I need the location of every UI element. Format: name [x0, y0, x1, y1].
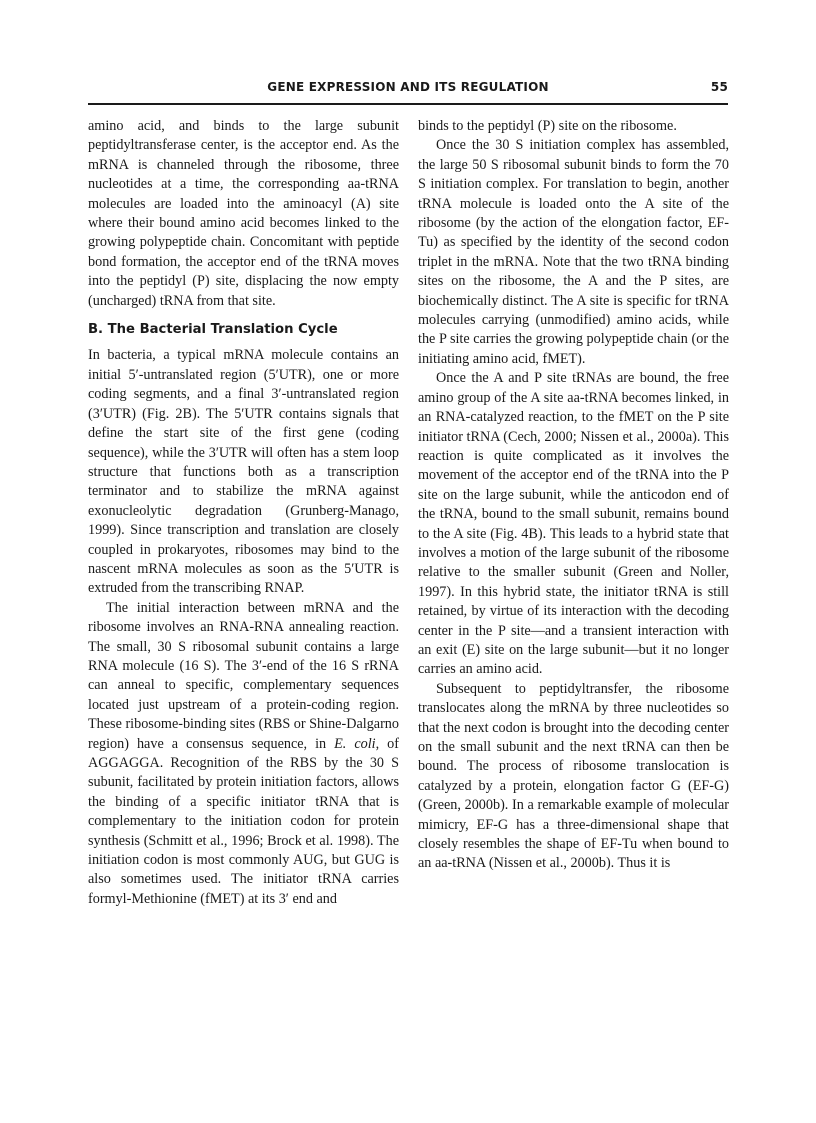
right-column — [418, 117, 729, 874]
left-paragraph-3-part-2: , of AGGAGGA. Recognition of the RBS by the 30 S subunit, facilitated by protein initiation factors, allows the binding of a specific initiator tRNA that is complementary to the initiation codon for protein synthesis (Schmitt et al., 1996; Brock et al. 1998). The initiation codon is most commonly AUG, but GUG is also sometimes used. The initiator tRNA carries formyl-Methionine (fMET) at its 3′ end and — [88, 735, 399, 907]
left-paragraph-2: In bacteria, a typical mRNA molecule contains an initial 5′-untranslated region (5′UTR), one or more coding segments, and a final 3′-untranslated region (3′UTR) (Fig. 2B). The 5′UTR contains signals that define the start site of the first gene (coding sequence), while the 3′UTR will often has a stem loop structure that functions both as a transcription terminator and to stabilize the mRNA against exonucleolytic degradation (Grunberg-Manago, 1999). Since transcription and translation are closely coupled in prokaryotes, ribosomes may bind to the nascent mRNA molecules as soon as the 5′UTR is extruded from the transcribing RNAP. — [88, 347, 399, 597]
left-paragraph-3 — [88, 599, 399, 910]
left-paragraph-1: amino acid, and binds to the large subunit peptidyltransferase center, is the acceptor end. As the mRNA is channeled through the ribosome, three nucleotides at a time, the corresponding aa-tRNA molecules are loaded into the aminoacyl (A) site where their bound amino acid becomes linked to the growing polypeptide chain. Concomitant with peptide bond formation, the acceptor end of the tRNA moves into the peptidyl (P) site, displacing the now empty (uncharged) tRNA from that site. — [88, 118, 399, 309]
running-title: GENE EXPRESSION AND ITS REGULATION — [267, 80, 549, 94]
section-heading: B. The Bacterial Translation Cycle — [88, 322, 338, 338]
right-paragraph-4: Subsequent to peptidyltransfer, the ribosome translocates along the mRNA by three nucleotides so that the next codon is brought into the decoding center on the small subunit and the next tRNA can then be bound. The process of ribosome translocation is catalyzed by a protein, elongation factor G (EF-G) (Green, 2000b). In a remarkable example of molecular mimicry, EF-G has a three-dimensional shape that closely resembles the shape of EF-Tu when bound to an aa-tRNA (Nissen et al., 2000b). Thus it is — [418, 680, 729, 872]
right-paragraph-1: binds to the peptidyl (P) site on the ribosome. — [418, 118, 677, 134]
right-paragraph-2: Once the 30 S initiation complex has assembled, the large 50 S ribosomal subunit binds to form the 70 S initiation complex. For translation to begin, another tRNA molecule is loaded onto the A site of the ribosome (by the action of the elongation factor, EF-Tu) as specified by the identity of the second codon triplet in the mRNA. Note that the two tRNA binding sites on the ribosome, the A and the P sites, are biochemically distinct. The A site is specific for tRNA molecules carrying (unmodified) amino acids, while the P site carries the growing polypeptide chain (or the initiating amino acid, fMET). — [418, 137, 729, 367]
header-rule — [88, 103, 728, 105]
left-paragraph-3-part-1: The initial interaction between mRNA and the ribosome involves an RNA-RNA annealing reaction. The small, 30 S ribosomal subunit contains a large RNA molecule (16 S). The 3′-end of the 16 S rRNA can anneal to specific, complementary sequences located just upstream of a protein-coding region. These ribosome-binding sites (RBS or Shine-Dalgarno region) have a consensus sequence, in — [88, 599, 399, 752]
page-number: 55 — [710, 80, 728, 94]
running-head — [88, 80, 728, 96]
left-column — [88, 117, 399, 909]
species-name-italic: E. coli — [334, 735, 376, 752]
right-paragraph-3: Once the A and P site tRNAs are bound, the free amino group of the A site aa-tRNA becomes linked, in an RNA-catalyzed reaction, to the fMET on the P site initiator tRNA (Cech, 2000; Nissen et al., 2000a). This reaction is quite complicated as it involves the movement of the acceptor end of the tRNA into the P site on the large subunit, while the anticodon end of the tRNA, bound to the small subunit, remains bound to the A site (Fig. 4B). This leads to a hybrid state that involves a motion of the large subunit of the ribosome relative to the smaller subunit (Green and Noller, 1997). In this hybrid state, the initiator tRNA is still retained, by virtue of its interaction with the decoding center in the P site—and a transient interaction with an exit (E) site on the large subunit—but it no longer carries an amino acid. — [418, 370, 729, 678]
